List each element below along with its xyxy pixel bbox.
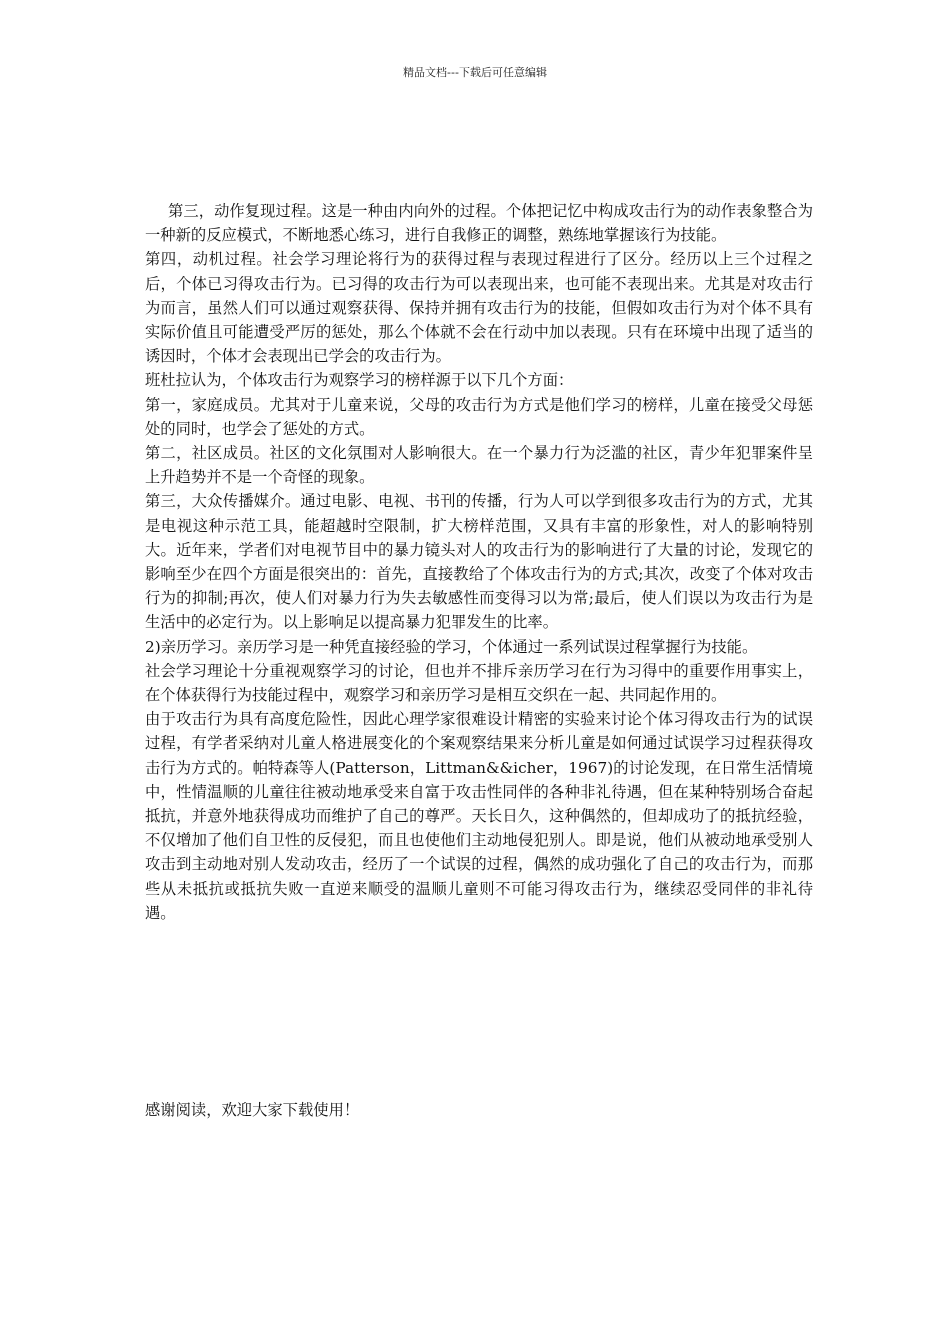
paragraph-bandura-models: 班杜拉认为，个体攻击行为观察学习的榜样源于以下几个方面： [145,371,574,390]
paragraph-family: 第一，家庭成员。尤其对于儿童来说，父母的攻击行为方式是他们学习的榜样，儿童在接受父母惩处的同时，也学会了惩处的方式。 [145,395,813,438]
paragraph-community: 第二，社区成员。社区的文化氛围对人影响很大。在一个暴力行为泛滥的社区，青少年犯罪案件呈上升趋势并不是一个奇怪的现象。 [145,444,813,487]
page-header: 精品文档---下载后可任意编辑 [403,66,547,79]
footer-note: 感谢阅读，欢迎大家下载使用！ [145,1101,360,1119]
paragraph-social-learning: 社会学习理论十分重视观察学习的讨论，但也并不排斥亲历学习在行为习得中的重要作用事实上，在个体获得行为技能过程中，观察学习和亲历学习是相互交织在一起、共同起作用的。 [145,661,813,705]
paragraph-mass-media: 第三，大众传播媒介。通过电影、电视、书刊的传播，行为人可以学到很多攻击行为的方式，尤其是电视这种示范工具，能超越时空限制，扩大榜样范围，又具有丰富的形象性，对人的影响特别大。近年来，学者们对电视节目中的暴力镜头对人的攻击行为的影响进行了大量的讨论，发现它的影响至少在四个方面是很突出的：首先，直接教给了个体攻击行为的方式;其次，改变了个体对攻击行为的抑制;再次，使人们对暴力行为失去敏感性而变得习以为常;最后，使人们误以为攻击行为是生活中的必定行为。以上影响足以提高暴力犯罪发生的比率。 [145,492,813,632]
paragraph-motivation: 第四，动机过程。社会学习理论将行为的获得过程与表现过程进行了区分。经历以上三个过程之后，个体已习得攻击行为。已习得的攻击行为可以表现出来，也可能不表现出来。尤其是对攻击行为而言，虽然人们可以通过观察获得、保持并拥有攻击行为的技能，但假如攻击行为对个体不具有实际价值且可能遭受严厉的惩处，那么个体就不会在行动中加以表现。只有在环境中出现了适当的诱因时，个体才会表现出已学会的攻击行为。 [145,250,813,366]
paragraph-motor-reproduction: 第三，动作复现过程。这是一种由内向外的过程。个体把记忆中构成攻击行为的动作表象整合为一种新的反应模式，不断地悉心练习，进行自我修正的调整，熟练地掌握该行为技能。 [145,202,813,245]
document-body [145,199,813,925]
paragraph-trial-error: 由于攻击行为具有高度危险性，因此心理学家很难设计精密的实验来讨论个体习得攻击行为的试误过程，有学者采纳对儿童人格进展变化的个案观察结果来分析儿童是如何通过试误学习过程获得攻击行为方式的。帕特森等人(Patterson，Littman&&icher，1967)的讨论发现，在日常生活情境中，性情温顺的儿童往往被动地承受来自富于攻击性同伴的各种非礼待遇，但在某种特别场合奋起抵抗，并意外地获得成功而维护了自己的尊严。天长日久，这种偶然的，但却成功了的抵抗经验，不仅增加了他们自卫性的反侵犯，而且也使他们主动地侵犯别人。即是说，他们从被动地承受别人攻击到主动地对别人发动攻击，经历了一个试误的过程，偶然的成功强化了自己的攻击行为，而那些从未抵抗或抵抗失败一直逆来顺受的温顺儿童则不可能习得攻击行为，继续忍受同伴的非礼待遇。 [145,710,813,922]
paragraph-direct-learning: 2)亲历学习。亲历学习是一种凭直接经验的学习，个体通过一系列试误过程掌握行为技能。 [145,637,758,656]
